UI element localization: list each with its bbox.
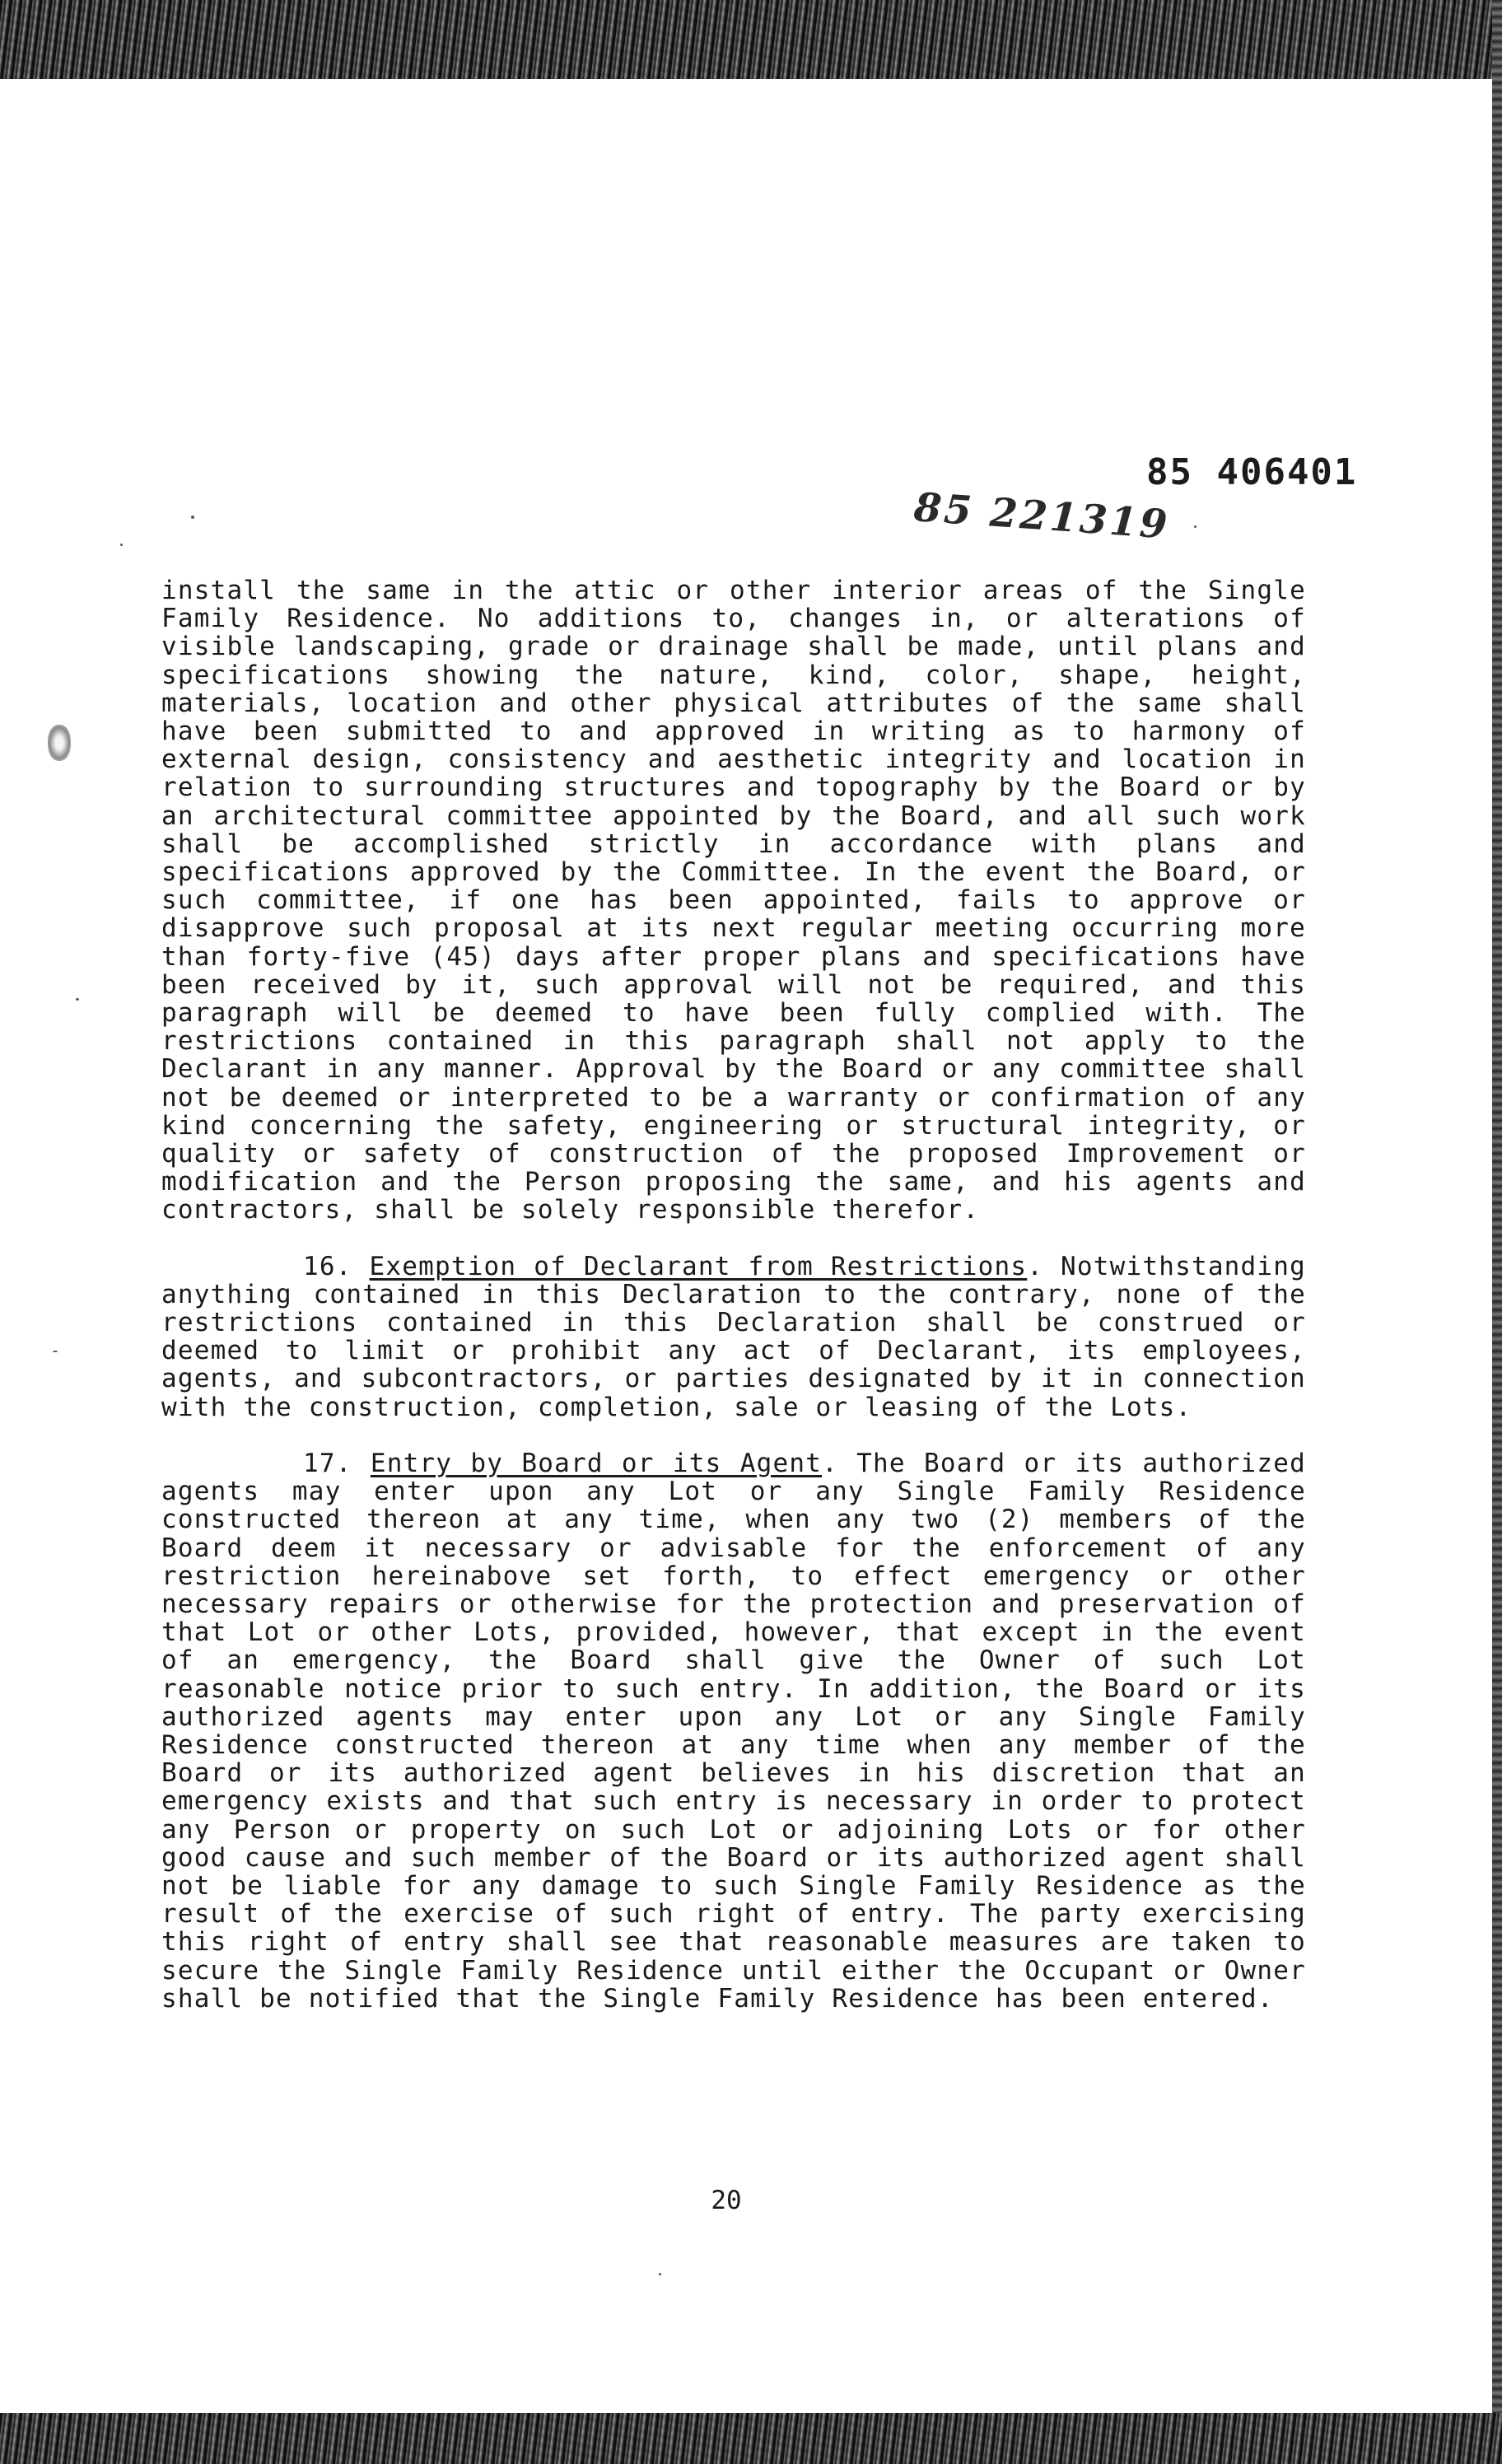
scan-border-top [0, 0, 1502, 79]
section-17-body: . The Board or its authorized agents may enter upon any Lot or any Single Family Residence constructed thereon at any time, when any two (2) members of the Board deem it necessary or advisable for the enforcement of any restriction hereinabove set forth, to effect emergency or other necessary repairs or otherwise for the protection and preservation of that Lot or other Lots, provided, however, that except in the event of an emergency, the Board shall give the Owner of such Lot reasonable notice prior to such entry. In addition, the Board or its authorized agents may enter upon any Lot or any Single Family Residence constructed thereon at any time when any member of the Board or its authorized agent believes in his discretion that an emergency exists and that such entry is necessary in order to protect any Person or property on such Lot or adjoining Lots or for other good cause and such member of the Board or its authorized agent shall not be liable for any damage to such Single Family Residence as the result of the exercise of such right of entry. The party exercising this right of entry shall see that reasonable measures are taken to secure the Single Family Residence until either the Occupant or Owner shall be notified that the Single Family Residence has been entered. [161, 1448, 1306, 2014]
document-body [161, 576, 1306, 2013]
paragraph-section-17 [161, 1449, 1306, 2013]
section-17-number: 17. [303, 1448, 352, 1478]
page-number: 20 [711, 2186, 742, 2215]
recording-number-stamp: 85 406401 [1146, 451, 1358, 493]
binding-punch-mark [48, 725, 71, 761]
scan-border-bottom [0, 2413, 1502, 2464]
section-16-body: . Notwithstanding anything contained in this Declaration to the contrary, none of the restrictions contained in this Declaration shall be construed or deemed to limit or prohibit any act of Declarant, its employees, agents, and subcontractors, or parties designated by it in connection with the construction, completion, sale or leasing of the Lots. [161, 1251, 1306, 1422]
paragraph-section-16 [161, 1253, 1306, 1421]
section-16-heading: Exemption of Declarant from Restrictions [369, 1251, 1028, 1281]
paragraph-continuation: install the same in the attic or other interior areas of the Single Family Residence. No additions to, changes in, or alterations of visible landscaping, grade or drainage shall be made, until plans and specifications showing the nature, kind, color, shape, height, materials, location and other physical attributes of the same shall have been submitted to and approved in writing as to harmony of external design, consistency and aesthetic integrity and location in relation to surrounding structures and topography by the Board or by an architectural committee appointed by the Board, and all such work shall be accomplished strictly in accordance with plans and specifications approved by the Committee. In the event the Board, or such committee, if one has been appointed, fails to approve or disapprove such proposal at its next regular meeting occurring more than forty-five (45) days after proper plans and specifications have been received by it, such approval will not be required, and this paragraph will be deemed to have been fully complied with. The restrictions contained in this paragraph shall not apply to the Declarant in any manner. Approval by the Board or any committee shall not be deemed or interpreted to be a warranty or confirmation of any kind concerning the safety, engineering or structural integrity, or quality or safety of construction of the proposed Improvement or modification and the Person proposing the same, and his agents and contractors, shall be solely responsible therefor. [161, 576, 1306, 1225]
section-17-heading: Entry by Board or its Agent [370, 1448, 823, 1478]
scan-border-right [1492, 0, 1502, 2464]
section-16-number: 16. [303, 1251, 352, 1281]
handwritten-document-number: 85 221319 [912, 484, 1172, 548]
